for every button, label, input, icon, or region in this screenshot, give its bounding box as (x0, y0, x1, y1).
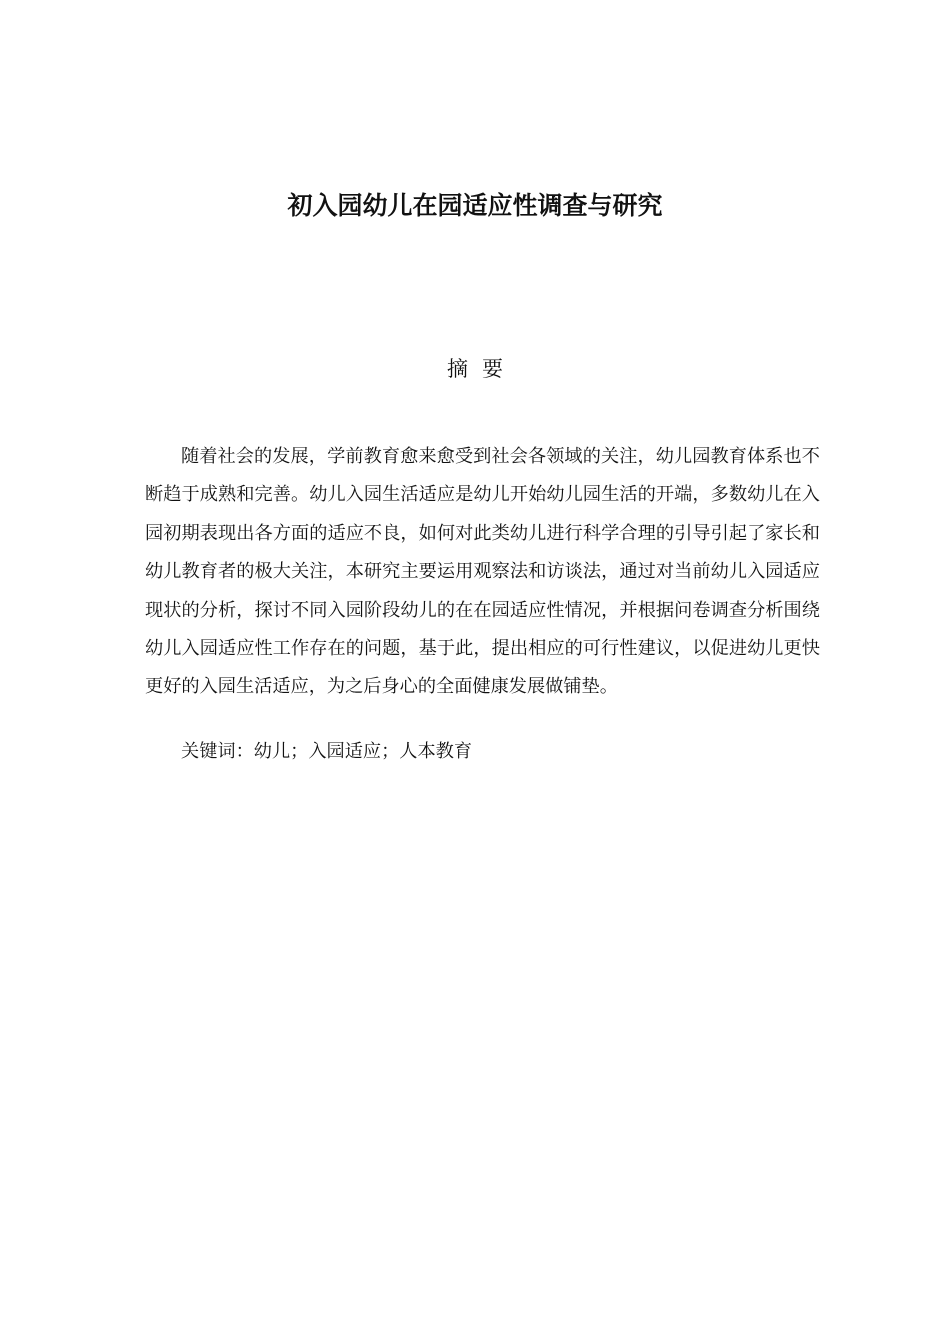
paper-title: 初入园幼儿在园适应性调查与研究 (287, 191, 663, 220)
keywords-line: 关键词：幼儿；入园适应；人本教育 (181, 741, 473, 762)
abstract-body: 随着社会的发展，学前教育愈来愈受到社会各领域的关注，幼儿园教育体系也不断趋于成熟和完善。幼儿入园生活适应是幼儿开始幼儿园生活的开端，多数幼儿在入园初期表现出各方面的适应不良，如何对此类幼儿进行科学合理的引导引起了家长和幼儿教育者的极大关注，本研究主要运用观察法和访谈法，通过对当前幼儿入园适应现状的分析，探讨不同入园阶段幼儿的在在园适应性情况，并根据问卷调查分析围绕幼儿入园适应性工作存在的问题，基于此，提出相应的可行性建议，以促进幼儿更快更好的入园生活适应，为之后身心的全面健康发展做铺垫。 (145, 446, 820, 698)
abstract-heading-char-2: 要 (482, 357, 503, 381)
abstract-heading (0, 354, 950, 384)
abstract-heading-char-1: 摘 (447, 357, 468, 381)
